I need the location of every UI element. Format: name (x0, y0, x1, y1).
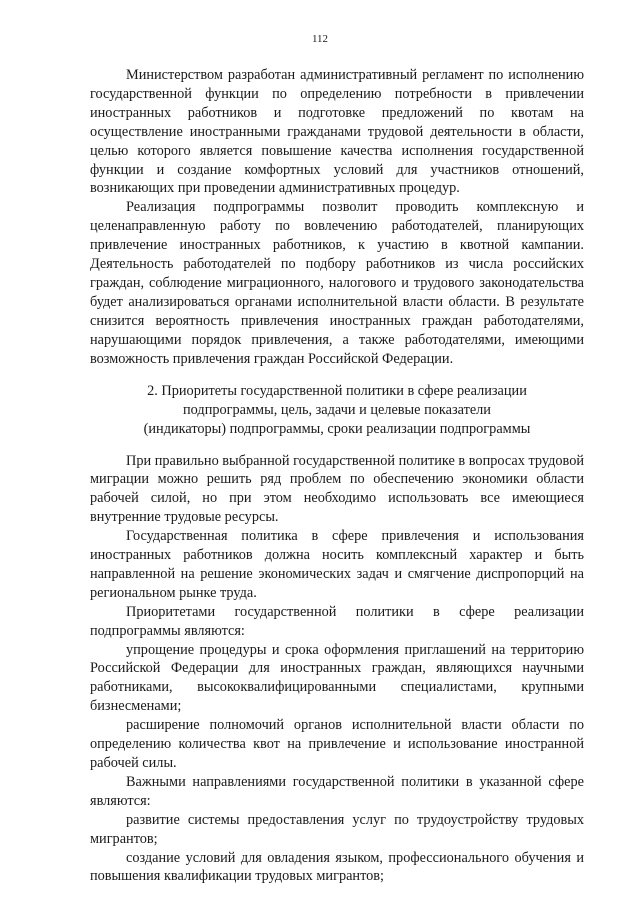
heading-line: 2. Приоритеты государственной политики в сфере реализации (147, 382, 527, 399)
paragraph: Приоритетами государственной политики в сфере реализации подпрограммы являются: (90, 603, 584, 639)
paragraph: При правильно выбранной государственной политике в вопросах трудовой миграции можно решить ряд проблем по обеспечению экономики области рабочей силой, но при этом необходимо использовать все имеющиеся внутренние трудовые ресурсы. (90, 452, 584, 526)
paragraph: Государственная политика в сфере привлечения и использования иностранных работников должна носить комплексный характер и быть направленной на решение экономических задач и смягчение диспропорций на региональном рынке труда. (90, 528, 584, 601)
paragraph: Министерством разработан административный регламент по исполнению государственной функции по определению потребности в привлечении иностранных работников и подготовке предложений по квотам на осуществление иностранными гражданами трудовой деятельности в области, целью которого является повышение качества исполнения государственной функции и создание комфортных условий для участников отношений, возникающих при проведении административных процедур. (90, 67, 584, 197)
list-item: создание условий для овладения языком, профессионального обучения и повышения квалификации трудовых мигрантов; (90, 849, 584, 885)
section-heading (90, 382, 584, 439)
paragraph: Реализация подпрограммы позволит проводить комплексную и целенаправленную работу по вовлечению работодателей, планирующих привлечение иностранных работников, к участию в квотной кампании. Деятельность работодателей по подбору работников из числа российских граждан, соблюдение миграционного, налогового и трудового законодательства будет анализироваться органами исполнительной власти области. В результате снизится вероятность привлечения иностранных граждан работодателями, нарушающими порядок привлечения, а также работодателями, имеющими возможность привлечения граждан Российской Федерации. (90, 199, 584, 367)
document-body (90, 66, 584, 886)
list-item: упрощение процедуры и срока оформления приглашений на территорию Российской Федерации для иностранных граждан, являющихся научными работниками, высококвалифицированными специалистами, крупными бизнесменами; (90, 641, 584, 715)
list-item: развитие системы предоставления услуг по трудоустройству трудовых мигрантов; (90, 811, 584, 847)
page-number: 112 (311, 33, 329, 45)
paragraph: Важными направлениями государственной политики в указанной сфере являются: (90, 773, 584, 809)
list-item: расширение полномочий органов исполнительной власти области по определению количества квот на привлечение и использование иностранной рабочей силы. (90, 717, 584, 771)
heading-line: (индикаторы) подпрограммы, сроки реализации подпрограммы (143, 420, 531, 437)
heading-line: подпрограммы, цель, задачи и целевые показатели (183, 401, 491, 418)
